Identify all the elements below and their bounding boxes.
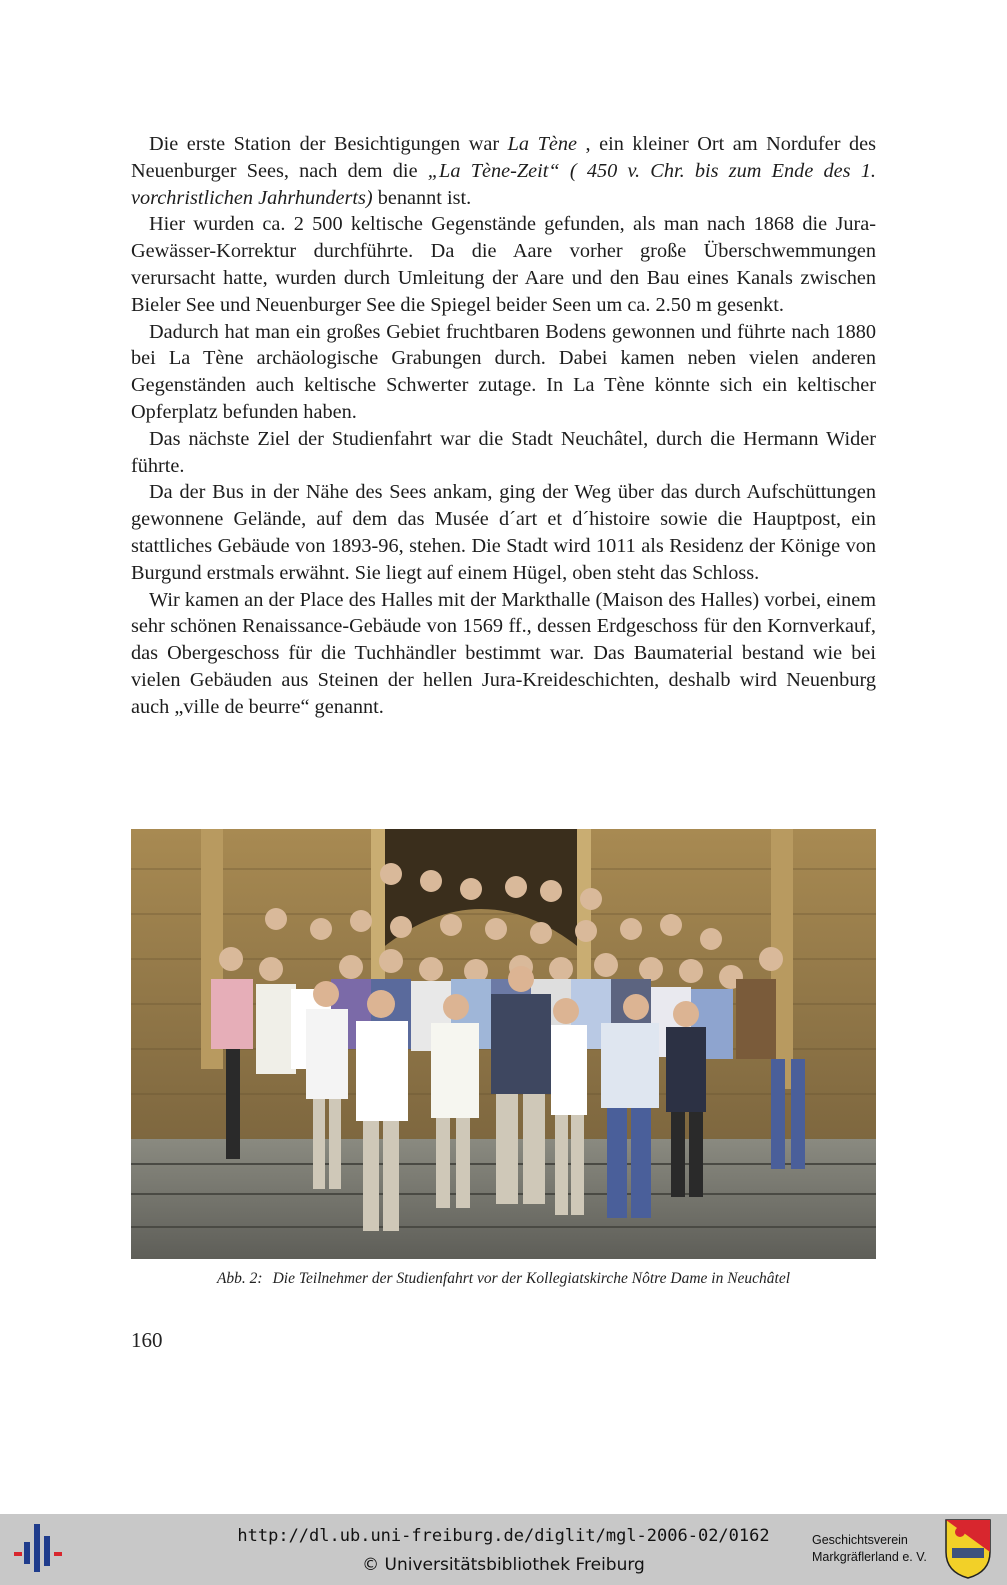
- la-tene-period: „La Tène-Zeit“ ( 450 v. Chr. bis zum Ende des 1. vorchristlichen Jahrhunderts): [131, 159, 876, 209]
- place-name-la-tene: La Tène: [507, 133, 578, 155]
- page-number: 160: [131, 1328, 163, 1352]
- paragraph-6: Wir kamen an der Place des Halles mit der Markthalle (Maison des Halles) vorbei, einem sehr schönen Renaissance-Gebäude von 1569 ff., dessen Erdgeschoss für den Kornverkauf, das Obergeschoss für die Tuchhändler bestimmt war. Das Baumaterial bestand wie bei vielen Gebäuden aus Steinen der hellen Jura-Kreideschichten, deshalb wird Neuenburg auch „ville de beurre“ genannt.: [131, 588, 876, 718]
- coat-of-arms-icon: [944, 1518, 992, 1585]
- society-name: [812, 1532, 947, 1566]
- group-photo: [131, 829, 876, 1259]
- society-name-line-1: Geschichtsverein: [812, 1533, 908, 1547]
- paragraph-4: Das nächste Ziel der Studienfahrt war die Stadt Neuchâtel, durch die Hermann Wider führte.: [131, 427, 876, 477]
- paragraph-5: Da der Bus in der Nähe des Sees ankam, ging der Weg über das durch Aufschüttungen gewonnene Gelände, auf dem das Musée d´art et d´histoire sowie die Hauptpost, ein stattliches Gebäude von 1893-96, stehen. Die Stadt wird 1011 als Residenz der Könige von Burgund erstmals erwähnt. Sie liegt auf einem Hügel, oben steht das Schloss.: [131, 481, 876, 584]
- society-name-line-2: Markgräflerland e. V.: [812, 1550, 927, 1564]
- group-photo-illustration: [131, 829, 876, 1259]
- figure-caption-text: Die Teilnehmer der Studienfahrt vor der Kollegiatskirche Nôtre Dame in Neuchâtel: [272, 1270, 791, 1287]
- figure-caption: [131, 1270, 876, 1288]
- paragraph-3: Dadurch hat man ein großes Gebiet fruchtbaren Bodens gewonnen und führte nach 1880 bei La Tène archäologische Grabungen durch. Dabei kamen neben vielen anderen Gegenständen auch keltische Schwerter zutage. In La Tène könnte sich ein keltischer Opferplatz befunden haben.: [131, 320, 876, 423]
- permalink-url[interactable]: http://dl.ub.uni-freiburg.de/diglit/mgl-2006-02/0162: [237, 1526, 770, 1546]
- paragraph-1: Die erste Station der Besichtigungen war La Tène , ein kleiner Ort am Nordufer des Neuenburger Sees, nach dem die „La Tène-Zeit“ ( 450 v. Chr. bis zum Ende des 1. vorchristlichen Jahrhunderts) benannt ist.: [131, 133, 876, 209]
- copyright-notice: © Universitätsbibliothek Freiburg: [362, 1555, 645, 1575]
- figure-label: Abb. 2:: [216, 1270, 263, 1287]
- article-text: [131, 131, 876, 721]
- paragraph-2: Hier wurden ca. 2 500 keltische Gegenstände gefunden, als man nach 1868 die Jura-Gewässer-Korrektur durchführte. Da die Aare vorher große Überschwemmungen verursacht hatte, wurden durch Umleitung der Aare und den Bau eines Kanals zwischen Bieler See und Neuenburger See die Spiegel beider Seen um ca. 2.50 m gesenkt.: [131, 213, 876, 316]
- footer-bar: [0, 1514, 1007, 1585]
